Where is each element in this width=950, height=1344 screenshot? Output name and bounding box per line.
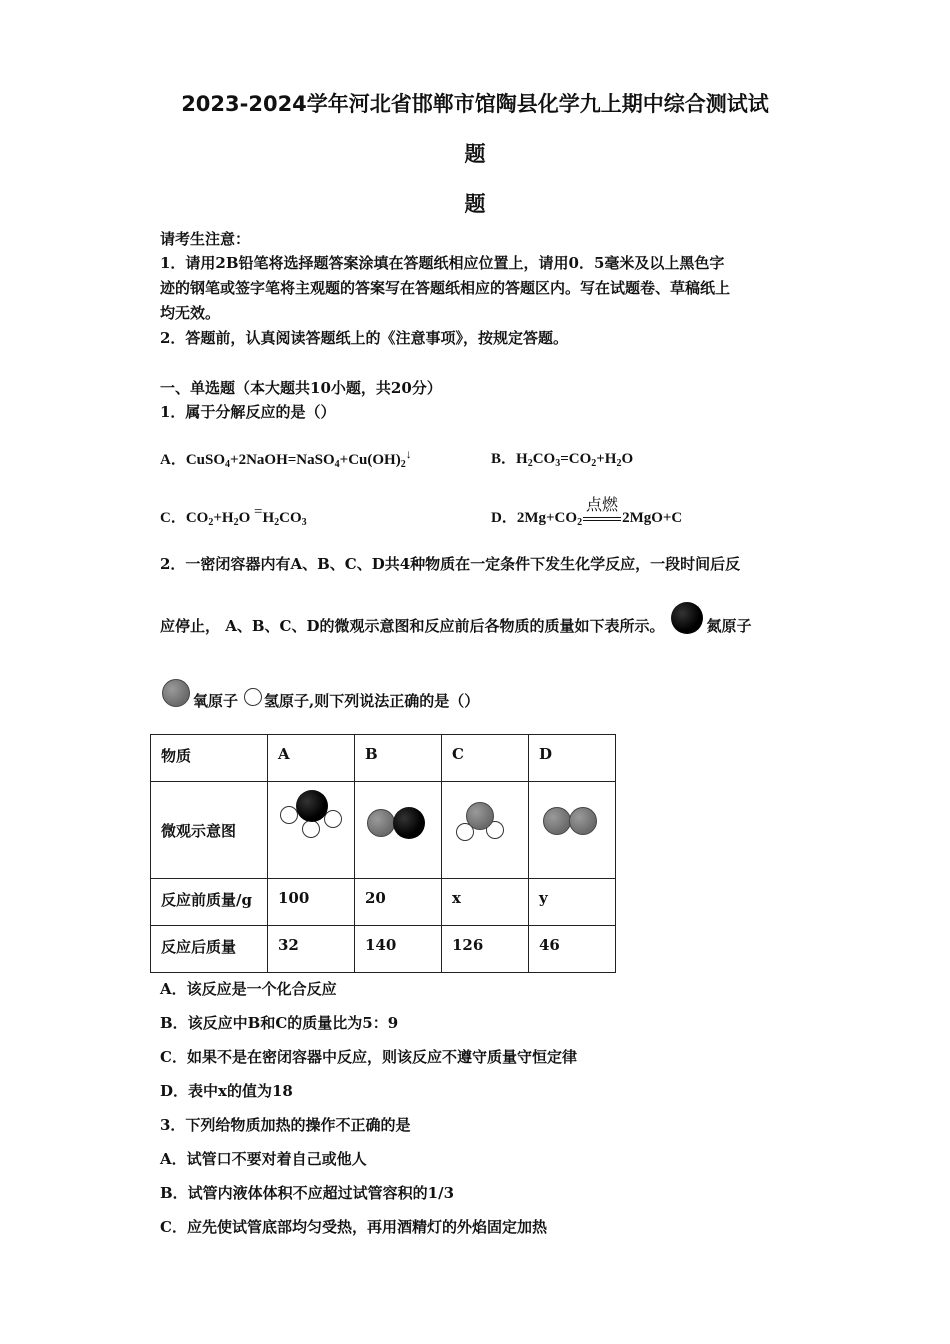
- table-row-micro: [151, 782, 616, 879]
- table-cell: x: [442, 879, 529, 926]
- table-row-before: [151, 879, 616, 926]
- q2-option-c: C．如果不是在密闭容器中反应，则该反应不遵守质量守恒定律: [160, 1048, 577, 1066]
- legend-nitrogen: 氮原子: [706, 617, 752, 635]
- q3-option-a: A．试管口不要对着自己或他人: [160, 1150, 367, 1168]
- table-header: A: [268, 735, 355, 782]
- nitrogen-atom-icon: [671, 602, 703, 634]
- table-cell: 微观示意图: [151, 782, 268, 879]
- legend-hydrogen: 氢原子,则下列说法正确的是（）: [264, 692, 480, 710]
- q2-option-d: D．表中x的值为18: [160, 1082, 293, 1100]
- q3-option-b: B．试管内液体体积不应超过试管容积的1/3: [160, 1184, 455, 1202]
- molecule-c-cell: [442, 782, 529, 879]
- table-header: C: [442, 735, 529, 782]
- notice-heading: 请考生注意：: [160, 230, 251, 248]
- page-title-cont: 题: [464, 142, 486, 166]
- table-row-after: [151, 926, 616, 973]
- q2-legend: [162, 690, 479, 711]
- oxygen-atom-icon: [162, 679, 190, 707]
- equals-sign: [583, 517, 621, 521]
- notice-item-1-cont: 迹的钢笔或签字笔将主观题的答案写在答题纸相应的答题区内。写在试题卷、草稿纸上: [160, 279, 731, 297]
- q2-stem: 2．一密闭容器内有A、B、C、D共4种物质在一定条件下发生化学反应，一段时间后反: [160, 555, 741, 573]
- q1-option-c: C．$CO_2+H_2O =H_2CO_3$: [160, 504, 307, 528]
- table-cell: 反应前质量/g: [151, 879, 268, 926]
- legend-oxygen: 氧原子: [193, 692, 239, 710]
- section-heading: 一、单选题（本大题共10小题，共20分）: [160, 379, 442, 397]
- page-title-cont-2: 题: [464, 192, 486, 216]
- reaction-table: [150, 734, 616, 973]
- table-cell: 46: [529, 926, 616, 973]
- notice-item-2: 2．答题前，认真阅读答题纸上的《注意事项》，按规定答题。: [160, 329, 568, 347]
- table-cell: y: [529, 879, 616, 926]
- reaction-condition: 点燃: [582, 510, 622, 527]
- molecule-d-cell: [529, 782, 616, 879]
- molecule-a-cell: [268, 782, 355, 879]
- q1-stem: 1．属于分解反应的是（）: [160, 403, 336, 421]
- q2-stem-cont: 应停止， A、B、C、D的微观示意图和反应前后各物质的质量如下表所示。 氮原子: [160, 615, 752, 636]
- table-cell: 20: [355, 879, 442, 926]
- table-cell: 反应后质量: [151, 926, 268, 973]
- q1-option-a: A．$CuSO_4+2NaOH=NaSO_4+Cu(OH)_2^↓$: [160, 447, 412, 470]
- ammonia-molecule-icon: [268, 782, 354, 878]
- q1-option-d: D．$2Mg+CO_2$ 点燃 2MgO+C: [491, 497, 683, 528]
- table-header: 物质: [151, 735, 268, 782]
- table-header-row: [151, 735, 616, 782]
- q3-option-c: C．应先使试管底部均匀受热，再用酒精灯的外焰固定加热: [160, 1218, 547, 1236]
- table-cell: 140: [355, 926, 442, 973]
- q3-stem: 3．下列给物质加热的操作不正确的是: [160, 1116, 411, 1134]
- notice-item-1: 1．请用2B铅笔将选择题答案涂填在答题纸相应位置上，请用0．5毫米及以上黑色字: [160, 254, 725, 272]
- table-cell: 32: [268, 926, 355, 973]
- hydrogen-atom-icon: [244, 688, 262, 706]
- option-label: A．: [160, 452, 186, 468]
- table-header: B: [355, 735, 442, 782]
- molecule-b-cell: [355, 782, 442, 879]
- q2-option-a: A．该反应是一个化合反应: [160, 980, 337, 998]
- page-title: 2023-2024学年河北省邯郸市馆陶县化学九上期中综合测试试: [181, 92, 769, 116]
- oxygen-molecule-icon: [529, 782, 615, 878]
- table-header: D: [529, 735, 616, 782]
- table-cell: 126: [442, 926, 529, 973]
- q1-option-b: B．$H_2CO_3=CO_2+H_2O$: [491, 451, 634, 469]
- precipitate-arrow: ↓: [405, 447, 412, 461]
- q2-option-b: B．该反应中B和C的质量比为5：9: [160, 1014, 399, 1032]
- notice-item-1-end: 均无效。: [160, 304, 221, 322]
- water-molecule-icon: [442, 782, 528, 878]
- table-cell: 100: [268, 879, 355, 926]
- nitric-oxide-molecule-icon: [355, 782, 441, 878]
